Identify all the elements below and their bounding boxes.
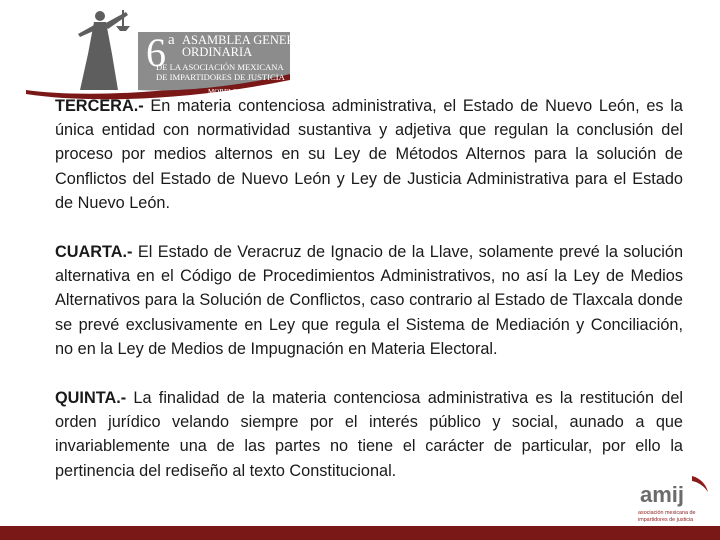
amij-logo: [634, 472, 714, 526]
amij-mark: [634, 472, 714, 526]
amij-caption-2: impartidores de justicia: [638, 517, 694, 523]
paragraph-text: El Estado de Veracruz de Ignacio de la Llave, solamente prevé la solución alternativa en el Código de Procedimientos Administrativos, no así la Ley de Medios Alternativos para la Solución de Conflictos, caso contrario al Estado de Tlaxcala donde se prevé exclusivamente en Ley que regula el Sistema de Mediación y Conciliación, no en la Ley de Medios de Impugnación en Materia Electoral.: [55, 243, 683, 358]
paragraph-lead: TERCERA.-: [55, 97, 144, 115]
amij-caption-1: asociación mexicana de: [638, 510, 696, 516]
logo-line-1: ASAMBLEA GENERAL: [182, 33, 312, 47]
paragraph-tercera: [55, 94, 683, 215]
logo-line-3: DE LA ASOCIACIÓN MEXICANA: [156, 62, 284, 72]
logo-line-4: DE IMPARTIDORES DE JUSTICIA: [156, 72, 285, 82]
amij-wordmark: amij: [640, 482, 685, 507]
conclusions-body: [55, 94, 683, 508]
assembly-logo: [22, 4, 312, 98]
amij-swoosh-icon: [692, 476, 708, 492]
footer-bar: [0, 526, 720, 540]
paragraph-cuarta: [55, 240, 683, 361]
logo-line-2: ORDINARIA: [182, 45, 253, 59]
paragraph-lead: CUARTA.-: [55, 243, 133, 262]
justice-statue-icon: [78, 10, 130, 90]
paragraph-lead: QUINTA.-: [55, 389, 127, 408]
assembly-number-suffix: a: [168, 32, 175, 48]
paragraph-quinta: [55, 386, 683, 483]
paragraph-text: La finalidad de la materia contenciosa administrativa es la restitución del orden jurídico velando siempre por el interés público y social, aunado a que invariablemente una de las partes no tiene el carácter de particular, por ello la pertinencia del rediseño al texto Constitucional.: [55, 389, 683, 480]
assembly-emblem: [22, 4, 312, 98]
logo-place: MORELOS: [208, 88, 242, 96]
assembly-number: 6: [146, 30, 166, 75]
paragraph-text: En materia contenciosa administrativa, el Estado de Nuevo León, es la única entidad con normatividad sustantiva y adjetiva que regulan la conclusión del proceso por medios alternos en su Ley de Métodos Alternos para la solución de Conflictos del Estado de Nuevo León y Ley de Justicia Administrativa para el Estado de Nuevo León.: [55, 97, 683, 212]
